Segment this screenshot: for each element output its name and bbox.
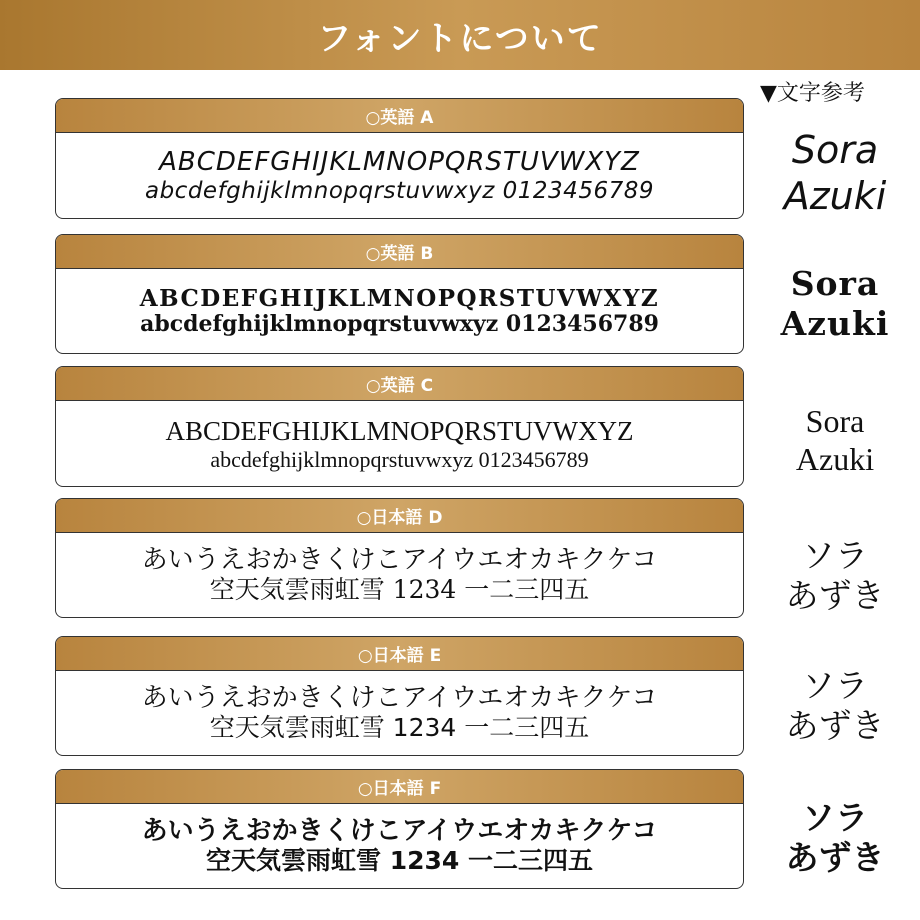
uppercase-sample: ABCDEFGHIJKLMNOPQRSTUVWXYZ xyxy=(165,415,634,446)
kana-sample: あいうえおかきくけこアイウエオカキクケコ xyxy=(141,545,658,576)
reference-label: ▼文字参考 xyxy=(760,81,865,106)
font-panel-label: ○日本語 F xyxy=(56,770,743,804)
font-panel-b xyxy=(55,234,744,354)
name-sample-line2: Azuki xyxy=(795,441,875,478)
font-panel-f xyxy=(55,769,744,889)
name-sample-line1: Sora xyxy=(805,403,865,439)
kanji-number-sample: 空天気雲雨虹雪 1234 一二三四五 xyxy=(209,713,590,743)
name-sample-line2: あずき xyxy=(785,837,885,877)
font-panel-label: ○日本語 D xyxy=(56,499,743,533)
font-panel-label: ○日本語 E xyxy=(56,637,743,671)
lowercase-number-sample: abcdefghijklmnopqrstuvwxyz 0123456789 xyxy=(140,311,659,338)
font-panel-body xyxy=(56,133,743,219)
uppercase-sample: ABCDEFGHIJKLMNOPQRSTUVWXYZ xyxy=(159,146,640,177)
name-sample-line1: ソラ xyxy=(802,666,868,705)
kana-sample: あいうえおかきくけこアイウエオカキクケコ xyxy=(141,816,658,847)
font-panel-e xyxy=(55,636,744,756)
font-panel-label: ○英語 B xyxy=(56,235,743,269)
name-sample-a xyxy=(760,128,910,219)
lowercase-number-sample: abcdefghijklmnopqrstuvwxyz 0123456789 xyxy=(144,177,654,204)
name-sample-b xyxy=(760,264,910,343)
kana-sample: あいうえおかきくけこアイウエオカキクケコ xyxy=(141,683,658,714)
kanji-number-sample: 空天気雲雨虹雪 1234 一二三四五 xyxy=(206,846,593,876)
name-sample-c xyxy=(760,402,910,479)
font-panel-label: ○英語 A xyxy=(56,99,743,133)
page-header xyxy=(0,0,920,70)
name-sample-line1: ソラ xyxy=(802,798,868,837)
name-sample-line1: Sora xyxy=(791,128,879,172)
font-panel-body xyxy=(56,269,743,354)
name-sample-line1: Sora xyxy=(790,264,880,303)
name-sample-d xyxy=(760,536,910,615)
name-sample-f xyxy=(760,798,910,877)
name-sample-line1: ソラ xyxy=(802,536,868,575)
name-sample-line2: あずき xyxy=(785,705,885,745)
font-panel-a xyxy=(55,98,744,219)
lowercase-number-sample: abcdefghijklmnopqrstuvwxyz 0123456789 xyxy=(210,446,589,472)
name-sample-line2: Azuki xyxy=(783,173,887,218)
font-panel-c xyxy=(55,366,744,487)
font-panel-body xyxy=(56,671,743,756)
font-panel-body xyxy=(56,533,743,618)
name-sample-line2: あずき xyxy=(785,575,885,615)
kanji-number-sample: 空天気雲雨虹雪 1234 一二三四五 xyxy=(209,575,590,605)
font-panel-body xyxy=(56,401,743,487)
font-panel-body xyxy=(56,804,743,889)
font-panel-label: ○英語 C xyxy=(56,367,743,401)
font-panel-d xyxy=(55,498,744,618)
name-sample-e xyxy=(760,666,910,745)
uppercase-sample: ABCDEFGHIJKLMNOPQRSTUVWXYZ xyxy=(139,284,660,312)
page-title: フォントについて xyxy=(317,18,603,59)
name-sample-line2: Azuki xyxy=(780,303,890,343)
